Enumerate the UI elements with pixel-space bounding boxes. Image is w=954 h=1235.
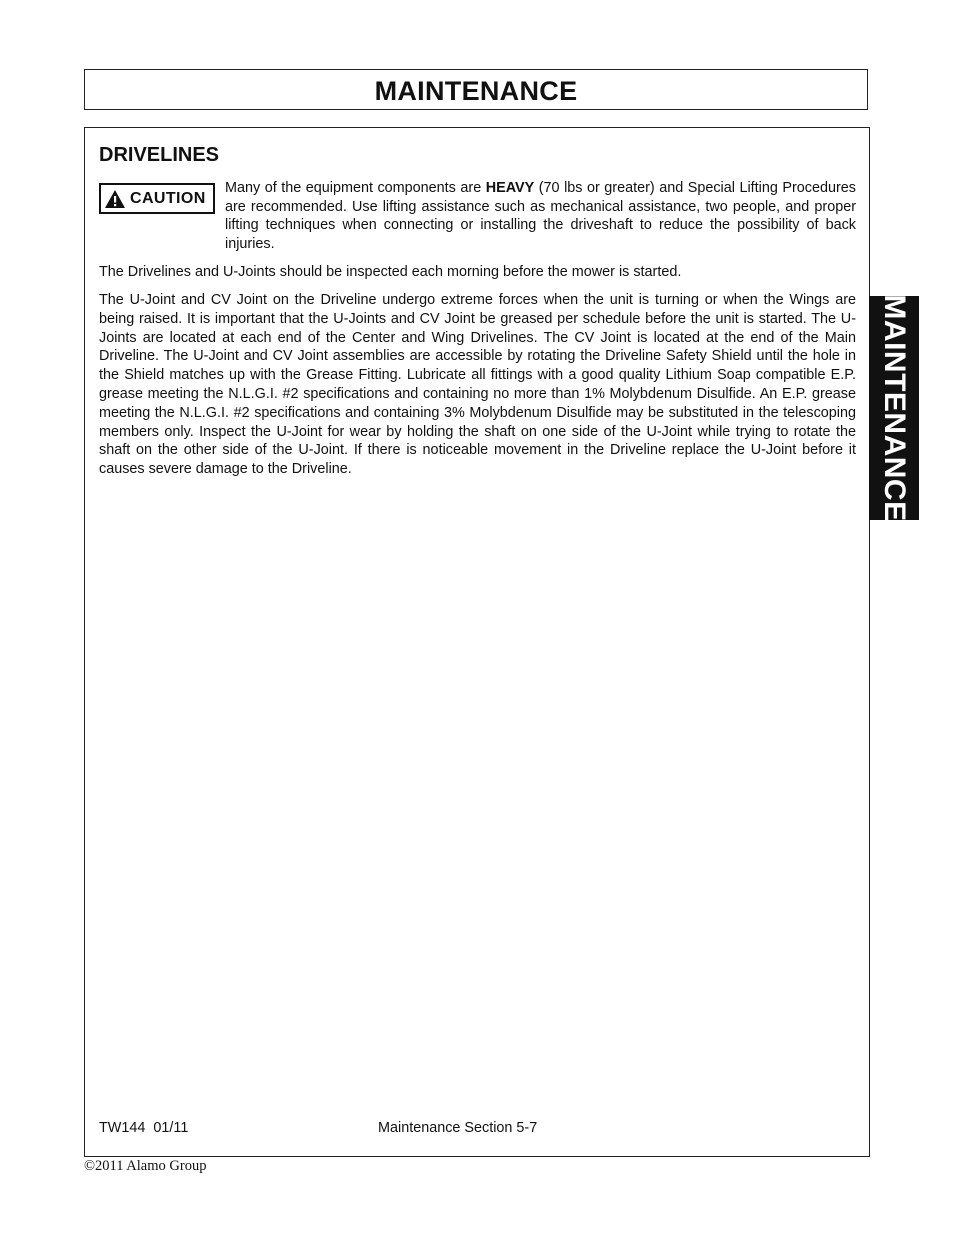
page-title: MAINTENANCE bbox=[374, 76, 578, 106]
caution-label: CAUTION bbox=[130, 189, 206, 207]
caution-badge bbox=[99, 183, 215, 214]
content-panel bbox=[84, 127, 870, 1157]
footer-doc-id: TW144 01/11 bbox=[99, 1120, 189, 1136]
footer-section-page: Maintenance Section 5-7 bbox=[378, 1120, 538, 1136]
page-header bbox=[84, 69, 868, 110]
side-tab bbox=[869, 296, 919, 520]
caution-text-bold: HEAVY bbox=[485, 180, 535, 196]
warning-triangle-icon bbox=[104, 189, 126, 209]
paragraph-lubrication: The U-Joint and CV Joint on the Driveline undergo extreme forces when the unit is turning or when the Wings are being raised. It is important that the U-Joints and CV Joint be greased per schedule before the unit is started. The U-Joints are located at each end of the Center and Wing Drivelines. The CV Joint is located at the end of the Main Driveline. The U-Joint and CV Joint assemblies are accessible by rotating the Driveline Safety Shield until the hole in the Shield matches up with the Grease Fitting. Lubricate all fittings with a good quality Lithium Soap compatible E.P. grease meeting the N.L.G.I. #2 specifications and containing no more than 1% Molybdenum Disulfide. An E.P. grease meeting the N.L.G.I. #2 specifications and containing 3% Molybdenum Disulfide may be substituted in the telescoping members only. Inspect the U-Joint for wear by holding the shaft on one side of the U-Joint while trying to rotate the shaft on the other side of the U-Joint. If there is noticeable movement in the Driveline replace the U-Joint before it causes severe damage to the Driveline. bbox=[99, 292, 856, 478]
caution-text bbox=[225, 179, 856, 253]
section-title: DRIVELINES bbox=[99, 144, 220, 166]
caution-text-start: Many of the equipment components are bbox=[225, 180, 486, 196]
caution-text-end: (70 lbs or greater) and Special Lifting Procedures are recommended. Use lifting assistance such as mechanical assistance, two people, and proper lifting techniques when connecting or installing the driveshaft to reduce the possibility of back injuries. bbox=[225, 180, 856, 252]
copyright: ©2011 Alamo Group bbox=[84, 1158, 207, 1174]
side-tab-label: MAINTENANCE bbox=[878, 294, 911, 522]
paragraph-inspection: The Drivelines and U-Joints should be inspected each morning before the mower is started. bbox=[99, 264, 682, 280]
